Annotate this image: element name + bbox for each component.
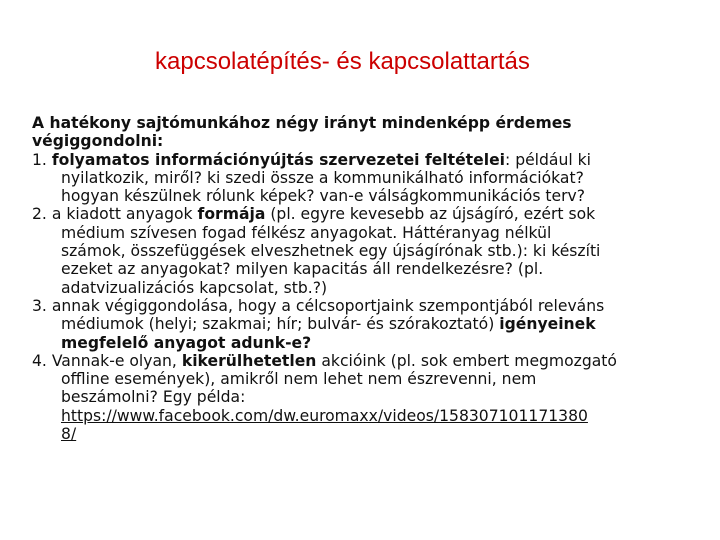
item-4-line-2: offline események), amikről nem lehet nem észrevenni, nem: [61, 370, 537, 389]
item-1-bold: folyamatos információnyújtás szervezetei feltételei: [51, 150, 505, 169]
video-link-part-1[interactable]: https://www.facebook.com/dw.euromaxx/videos/158307101171380: [61, 406, 588, 425]
item-2-line-2: médium szívesen fogad félkész anyagokat. Háttéranyag nélkül: [61, 223, 552, 242]
video-link[interactable]: [32, 407, 697, 444]
item-1-line-3: hogyan készülnek rólunk képek? van-e válságkommunikációs terv?: [61, 187, 586, 206]
item-2-line-5: adatvizualizációs kapcsolat, stb.?): [61, 278, 328, 297]
intro-line-2: végiggondolni:: [32, 132, 164, 151]
item-3-line-2-text: médiumok (helyi; szakmai; hír; bulvár- és szórakoztató): [61, 315, 500, 334]
item-3-line-1: 3. annak végiggondolása, hogy a célcsoportjaink szempontjából releváns: [32, 296, 605, 315]
item-1-line-1: [32, 151, 697, 169]
intro-line-1: A hatékony sajtómunkához négy irányt mindenképp érdemes: [32, 114, 572, 132]
item-1-number: 1.: [32, 150, 52, 169]
item-3-line-3: megfelelő anyagot adunk-e?: [61, 333, 312, 352]
slide-title: kapcsolatépítés- és kapcsolattartás: [155, 48, 530, 75]
item-4-line-1: [32, 352, 697, 370]
item-4-bold: kikerülhetetlen: [181, 351, 317, 370]
item-4-line-3: beszámolni? Egy példa:: [61, 388, 246, 407]
item-2-line-3: számok, összefüggések elveszhetnek egy újságírónak stb.): ki készíti: [61, 242, 601, 261]
video-link-part-2[interactable]: 8/: [61, 425, 77, 444]
item-2-bold: formája: [197, 205, 266, 224]
slide-body: [32, 114, 697, 443]
item-1-line-2: nyilatkozik, miről? ki szedi össze a kommunikálható információkat?: [61, 168, 584, 187]
item-3-line-2-bold: igényeinek: [499, 315, 596, 334]
item-2-line-1: [32, 205, 697, 223]
item-4-after: akcióink (pl. sok embert megmozgató: [316, 351, 617, 370]
item-2-after: (pl. egyre kevesebb az újságíró, ezért sok: [265, 205, 596, 224]
item-1-after: : például ki: [504, 150, 592, 169]
item-3-line-2: [32, 315, 697, 333]
item-2-line-4: ezeket az anyagokat? milyen kapacitás áll rendelkezésre? (pl.: [61, 260, 544, 279]
item-4-pre: 4. Vannak-e olyan,: [32, 351, 182, 370]
item-2-pre: 2. a kiadott anyagok: [32, 205, 198, 224]
